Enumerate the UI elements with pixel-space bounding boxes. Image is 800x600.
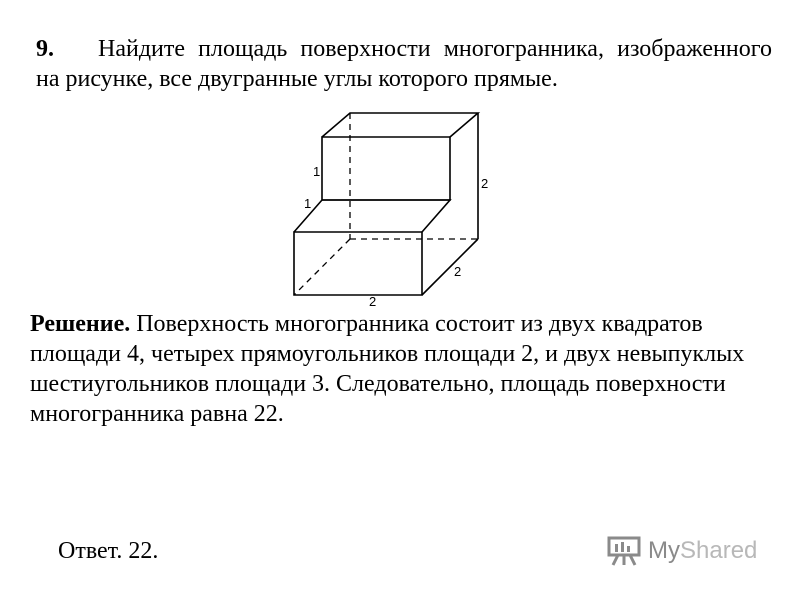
top-face-edges [322, 113, 478, 137]
right-bottom-edge [422, 239, 478, 295]
problem-text: Найдите площадь поверхности многогранника, изображенного на рисунке, все двугранные углы которого прямые. [36, 36, 772, 92]
problem-number: 9. [36, 36, 54, 62]
label-left-upper: 1 [313, 164, 321, 179]
hidden-left-bottom-edge [294, 239, 350, 295]
polyhedron-figure [280, 104, 500, 312]
answer: Ответ. 22. [58, 538, 159, 564]
upper-front-face [322, 137, 450, 200]
lower-front-face [294, 232, 422, 295]
label-right-height: 2 [481, 176, 489, 191]
myshared-watermark [606, 536, 757, 566]
solution [30, 309, 772, 429]
label-depth: 2 [454, 264, 462, 279]
problem-statement [36, 34, 772, 94]
label-bottom-width: 2 [369, 294, 377, 309]
watermark-text-my: My [648, 537, 680, 564]
step-top-edge [294, 200, 450, 232]
polyhedron-drawing [280, 104, 500, 312]
solution-label: Решение. [30, 311, 131, 337]
solution-text: Поверхность многогранника состоит из двух квадратов площади 4, четырех прямоугольников площади 2, и двух невыпуклых шестиугольников площади 3. Следовательно, площадь поверхности многогранника равна 22. [30, 311, 745, 427]
presentation-board-icon [606, 536, 642, 566]
watermark-text-shared: Shared [680, 537, 758, 564]
label-left-step: 1 [304, 196, 312, 211]
